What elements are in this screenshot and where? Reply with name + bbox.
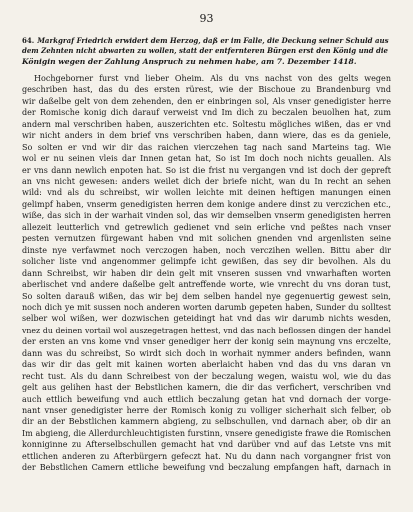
body-line: wir daßelbe gelt von dem zehenden, den er einbringen sol, Als vnser genedigister herre xyxy=(22,96,391,106)
body-line: andern mal verschriben haben, auszerichten etc. Soltestu mögliches wißen, das er vnd xyxy=(22,119,391,129)
heading-text: Markgraf Friedrich erwidert dem Herzog, daß er im Falle, die Deckung seiner Schuld aus xyxy=(37,36,389,45)
body-line: dann was du schreibst, So wirdt sich doch in worhait nymmer anders befinden, wann xyxy=(22,348,391,358)
body-line: noch dich ye mit sussen noch anderen worten darumb gepeten haben, Sunder du solltest xyxy=(22,302,391,312)
body-line: dinste nye verfawmet noch verczogen haben, noch verczihen wellen. Bittu aber dir xyxy=(22,245,391,255)
body-line: aberlischet vnd andere daßelbe gelt antreffende worte, wie vnrecht du vns doran tust, xyxy=(22,280,391,290)
heading-line: Königin wegen der Zahlung Anspruch zu nehmen habe, am 7. Dezember 1418. xyxy=(22,56,357,66)
body-line: wir nicht anders in dem brief vns verschriben haben, dann wiere, das es da geniele, xyxy=(22,131,391,141)
body-line: gelimpf haben, vnserm genedigisten herren dem konige andere dinst zu verczichen etc., xyxy=(22,199,391,209)
body-line: wild: vnd als du schreibst, wir wollen leichte mit deinen heftigen manungen einen xyxy=(22,188,391,198)
body-line: das wir dir das gelt mit kainen worten aberlaicht haben vnd das du vns daran vn xyxy=(22,360,391,370)
body-line: Hochgeborner furst vnd lieber Oheim. Als du vns nachst von des gelts wegen xyxy=(34,73,391,83)
document-number: 64. xyxy=(22,36,35,45)
body-line: So solten er vnd wir dir das raichen vierczehen tag nach sand Marteins tag. Wie xyxy=(22,142,391,152)
heading-line xyxy=(22,36,391,46)
body-line: pesten vernutzen fürgewant haben vnd mit solichen gnenden vnd argenlisten seine xyxy=(22,234,391,244)
document-body xyxy=(22,73,391,474)
body-line: allezeit leutterlich vnd getrewlich gedienet vnd sein erliche vnd peßtes nach vnser xyxy=(22,222,391,232)
page-number: 93 xyxy=(199,12,214,25)
body-line: an vns nicht gewesen: anders weilet dich der briefe nicht, wan du In recht an sehen xyxy=(22,176,391,186)
body-line: solicher liste vnd angenommer gelimpfe icht gewißen, das sey dir bevolhen. Als du xyxy=(22,257,391,267)
body-line: der ersten an vns kome vnd vnser genediger herr der konig sein maynung vns erczelte, xyxy=(22,337,391,347)
document-heading xyxy=(22,36,391,67)
body-line: der Romische konig dich darauf verweist vnd Im dich zu beczalen beuolhen hat, zum xyxy=(22,108,391,118)
body-line: geschriben hast, das du des ersten rürest, wie der Bischoue zu Brandenburg vnd xyxy=(22,85,391,95)
body-line: Im abgieng, die Allerdurchleuchtigisten furstinn, vnsere genedigiste frawe die Romischen xyxy=(22,428,391,438)
body-line: ettlichen anderen zu Afterbürgern gefeczt hat. Nu du dann nach vorgangner frist von xyxy=(22,451,391,461)
body-line: konniginne zu Afterselbschullen gemacht hat vnd darüber vnd auf das Letste vns mit xyxy=(22,440,391,450)
body-line: gelt aus gelihen hast der Bebstlichen kamern, die dir das verfichert, verschriben vnd xyxy=(22,383,391,393)
body-line: der Bebstlichen Camern ettliche beweifung vnd beczalung empfangen haft, darnach in xyxy=(22,463,391,473)
heading-line: dem Zehnten nicht abwarten zu wollen, statt der entfernteren Bürgen erst den König und die xyxy=(22,46,388,56)
body-line: auch ettlich beweifung vnd auch ettlich beczalung getan hat vnd dornach der vorge- xyxy=(22,394,391,404)
body-line: nant vnser genedigister herre der Romisch konig zu volliger sicherhait sich felber, ob xyxy=(22,406,391,416)
body-line: wol er nu seinen vleis dar Innen getan hat, So ist Im doch noch nichts geuallen. Als xyxy=(22,154,391,164)
body-line: So solten darauß wißen, das wir bej dem selben handel nye gegenuertig gewest sein, xyxy=(22,291,391,301)
body-line: selber wol wißen, wer dozwischen geteidingt hat vnd das wir darumb nichts wesden, xyxy=(22,314,391,324)
body-line: vnez du deinen vortail wol auszegetragen hettest, vnd das nach beflossen dingen der handel xyxy=(22,325,391,335)
body-line: wiße, das sich in der warhait vinden sol, das wir demselben vnserm genedigisten herren xyxy=(22,211,391,221)
body-line: recht tust. Als du dann Schreibest von der beczalung wegen, waistu wol, wie du das xyxy=(22,371,391,381)
body-line: dir an der Bebstlichen kammern abgieng, zu selbschullen, vnd darnach aber, ob dir an xyxy=(22,417,391,427)
body-line: er vns dann newlich enpoten hat. So ist die frist nu vergangen vnd ist doch der gepreft xyxy=(22,165,391,175)
body-line: dann Schreibst, wir haben dir dein gelt mit vnseren sussen vnd vnwarhaften worten xyxy=(22,268,391,278)
